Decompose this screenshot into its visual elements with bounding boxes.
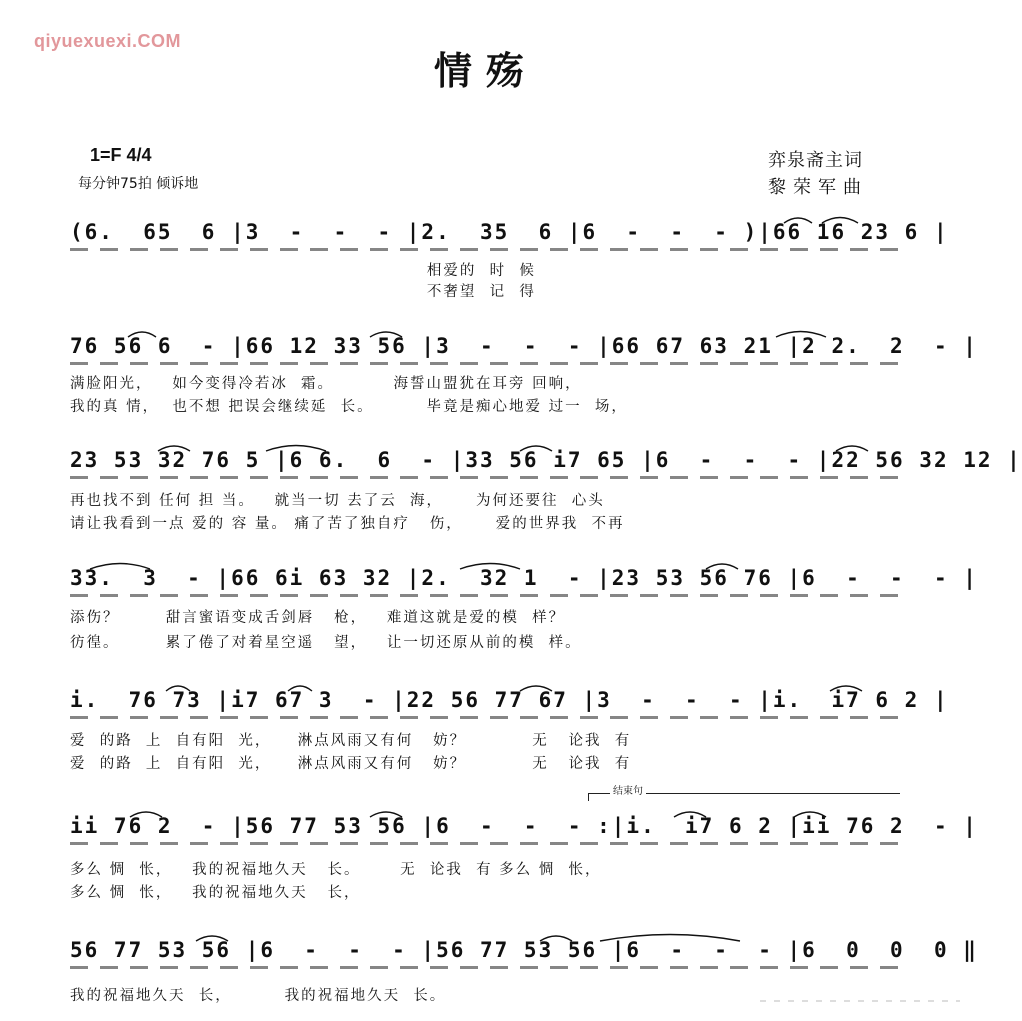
site-watermark: qiyuexuexi.COM (34, 31, 182, 51)
score-system-1 (70, 212, 949, 256)
beat-underlines (70, 716, 906, 719)
beat-underlines (70, 842, 906, 845)
lyrics-final: 我的祝福地久天 长， 我的祝福地久天 长。 (70, 988, 447, 1004)
lyricist-credit: 弈泉斋主词 (768, 150, 863, 171)
lyrics-verse-1: 满脸阳光， 如今变得冷若冰 霜。 海誓山盟犹在耳旁 回响， (70, 376, 582, 392)
score-system-5 (70, 680, 949, 724)
lyrics-verse-1: 爱 的路 上 自有阳 光， 淋点风雨又有何 妨？ 无 论我 有 (70, 733, 632, 749)
lyrics-verse-2: 不奢望 记 得 (70, 284, 536, 300)
lyrics-verse-2: 我的真 情， 也不想 把误会继续延 长。 毕竟是痴心地爱 过一 场， (70, 399, 628, 415)
lyrics-verse-2: 请让我看到一点 爱的 容 量。 痛了苦了独自疗 伤， 爱的世界我 不再 (70, 516, 625, 532)
composer-credit: 黎荣军曲 (768, 177, 868, 198)
ending-bracket-tick (588, 793, 589, 801)
ending-phrase-marker (588, 787, 900, 799)
tempo-marking: 每分钟75拍 倾诉地 (78, 176, 199, 192)
jianpu-notes: 76 56 6 - |66 12 33 56 |3 - - - |66 67 63 21 |2 2. 2 - | (70, 334, 978, 358)
jianpu-notes: 23 53 32 76 5 |6 6. 6 - |33 56 i7 65 |6 - - - |22 56 32 12 | (70, 448, 1022, 472)
ending-label: 结束句 (610, 782, 646, 797)
beat-underlines (70, 248, 906, 251)
score-system-6 (70, 806, 978, 850)
lyrics-verse-1: 多么 惆 怅， 我的祝福地久天 长。 无 论我 有 多么 惆 怅， (70, 862, 602, 878)
jianpu-notes: ii 76 2 - |56 77 53 56 |6 - - - :|i. i7 6 2 |ii 76 2 - | (70, 814, 978, 838)
lyrics-verse-1: 添伤？ 甜言蜜语变成舌剑唇 枪， 难道这就是爱的模 样？ (70, 610, 566, 626)
beat-underlines (70, 362, 906, 365)
jianpu-notes: 56 77 53 56 |6 - - - |56 77 53 56 |6 - - - |6 0 0 0 ‖ (70, 938, 978, 962)
lyrics-verse-1: 相爱的 时 候 (70, 263, 536, 279)
beat-underlines (70, 476, 906, 479)
key-signature: 1=F 4/4 (90, 145, 152, 165)
song-title: 情殇 (433, 48, 538, 93)
score-system-3 (70, 440, 1022, 484)
jianpu-notes: i. 76 73 |i7 67 3 - |22 56 77 67 |3 - - - |i. i7 6 2 | (70, 688, 949, 712)
jianpu-notes: 33. 3 - |66 6i 63 32 |2. 32 1 - |23 53 56 76 |6 - - - | (70, 566, 978, 590)
lyrics-verse-2: 彷徨。 累了倦了对着星空遥 望， 让一切还原从前的模 样。 (70, 635, 582, 651)
lyrics-verse-2: 多么 惆 怅， 我的祝福地久天 长， (70, 885, 361, 901)
score-system-4 (70, 558, 978, 602)
lyrics-verse-2: 爱 的路 上 自有阳 光， 淋点风雨又有何 妨？ 无 论我 有 (70, 756, 632, 772)
beat-underlines (70, 594, 906, 597)
score-system-2 (70, 326, 978, 370)
jianpu-notes: (6. 65 6 |3 - - - |2. 35 6 |6 - - - )|66 16 23 6 | (70, 220, 949, 244)
beat-underlines (70, 966, 906, 969)
score-system-7 (70, 930, 978, 974)
lyrics-verse-1: 再也找不到 任何 担 当。 就当一切 去了云 海， 为何还要往 心头 (70, 493, 605, 509)
footer-divider (760, 1000, 960, 1002)
